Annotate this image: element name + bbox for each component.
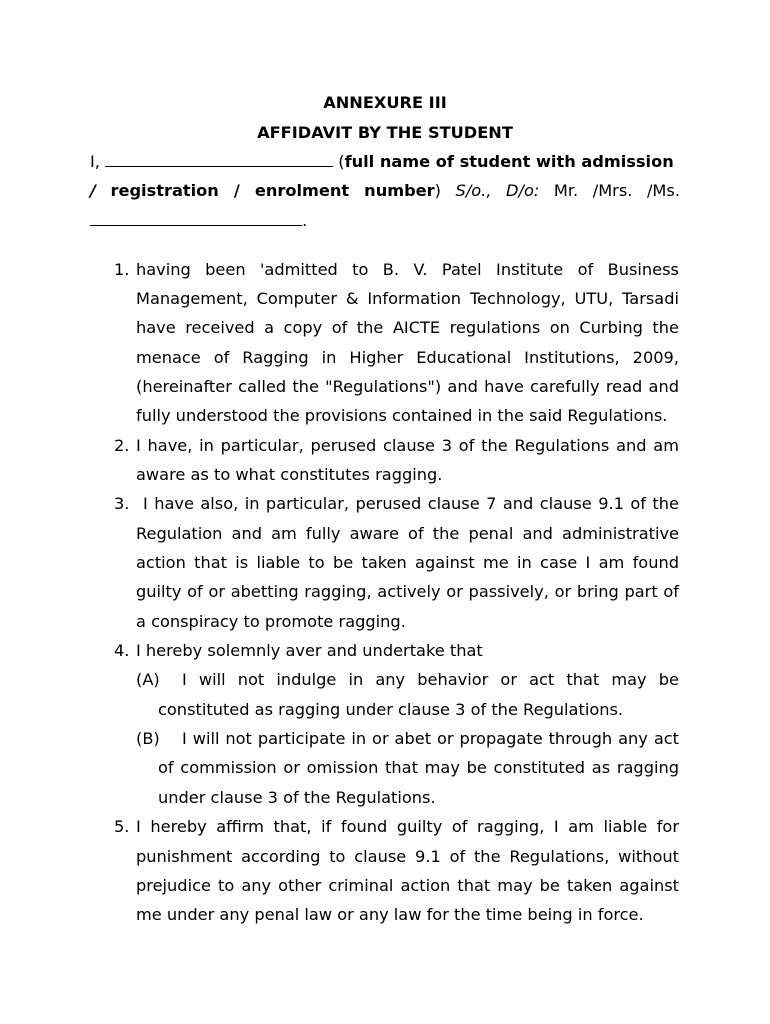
item-number: 3.	[114, 494, 130, 513]
item-number: 2.	[114, 436, 130, 455]
item-text-line: I have, in particular, perused clause 3 of the Regulations and am	[136, 436, 679, 455]
student-name-blank	[105, 152, 333, 167]
intro-line-2	[90, 181, 680, 201]
subitem-label: (B)	[136, 729, 160, 748]
affidavit-title: AFFIDAVIT BY THE STUDENT	[257, 123, 513, 142]
item-number: 1.	[114, 260, 130, 279]
intro-line-3	[90, 211, 307, 231]
item-text-line: I hereby solemnly aver and undertake that	[136, 641, 483, 660]
item-text-line: action that is liable to be taken against me in case I am found	[136, 553, 679, 572]
item-text-line: prejudice to any other criminal action that may be taken against	[136, 876, 679, 895]
item-number: 4.	[114, 641, 130, 660]
intro-bold-part1: full name of student with admission	[344, 152, 674, 171]
item-text-line: aware as to what constitutes ragging.	[136, 465, 443, 484]
intro-paren-close: )	[434, 181, 441, 200]
subitem-text-line: constituted as ragging under clause 3 of the Regulations.	[158, 700, 624, 719]
intro-end-dot: .	[302, 211, 308, 230]
item-text-line: having been 'admitted to B. V. Patel Institute of Business	[136, 260, 679, 279]
subitem-text-line: I will not indulge in any behavior or act that may be	[182, 670, 679, 689]
item-text-line: fully understood the provisions contained in the said Regulations.	[136, 406, 668, 425]
subitem-label: (A)	[136, 670, 160, 689]
item-text-line: have received a copy of the AICTE regulations on Curbing the	[136, 318, 679, 337]
item-number: 5.	[114, 817, 130, 836]
subitem-text-line: I will not participate in or abet or propagate through any act	[182, 729, 679, 748]
subitem-text-line: under clause 3 of the Regulations.	[158, 788, 436, 807]
intro-i-label: I,	[90, 152, 100, 171]
item-text-line: Management, Computer & Information Technology, UTU, Tarsadi	[136, 289, 679, 308]
subitem-text-line: of commission or omission that may be constituted as ragging	[158, 758, 679, 777]
intro-line-1	[90, 152, 680, 172]
intro-slash: /	[90, 181, 96, 200]
item-text-line: punishment according to clause 9.1 of the Regulations, without	[136, 847, 679, 866]
item-text-line: guilty of or abetting ragging, actively or passively, or bring part of	[136, 582, 679, 601]
item-text-line: I have also, in particular, perused clause 7 and clause 9.1 of the	[143, 494, 679, 513]
item-text-line: a conspiracy to promote ragging.	[136, 612, 406, 631]
item-text-line: menace of Ragging in Higher Educational Institutions, 2009,	[136, 348, 679, 367]
intro-bold-part2: registration / enrolment number	[110, 181, 435, 200]
item-text-line: I hereby affirm that, if found guilty of ragging, I am liable for	[136, 817, 679, 836]
parent-name-blank	[90, 211, 302, 226]
intro-paren-open: (	[338, 152, 345, 171]
item-text-line: (hereinafter called the "Regulations") and have carefully read and	[136, 377, 679, 396]
intro-salutation: Mr. /Mrs. /Ms.	[553, 181, 680, 200]
item-text-line: Regulation and am fully aware of the penal and administrative	[136, 524, 679, 543]
item-text-line: me under any penal law or any law for the time being in force.	[136, 905, 644, 924]
annexure-heading: ANNEXURE III	[323, 93, 447, 112]
intro-relation: S/o., D/o:	[455, 181, 540, 200]
